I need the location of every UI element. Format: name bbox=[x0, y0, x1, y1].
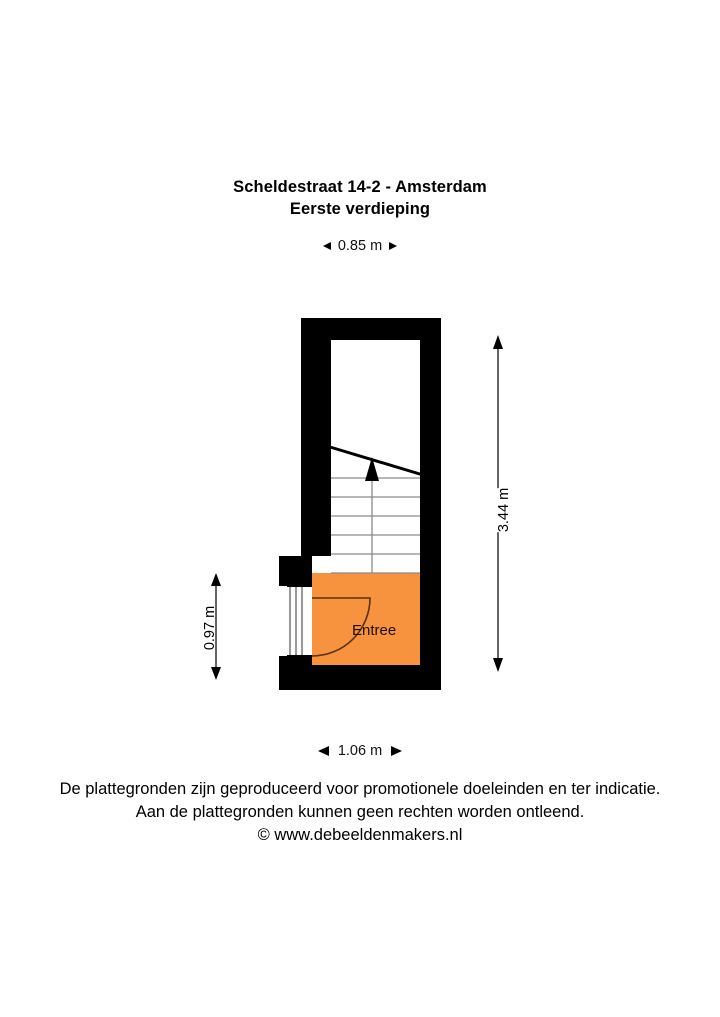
staircase bbox=[330, 447, 433, 573]
dimension-bottom bbox=[0, 743, 720, 760]
disclaimer-line-1: De plattegronden zijn geproduceerd voor promotionele doeleinden en ter indicatie. bbox=[59, 780, 661, 798]
dimension-top-label: 0.85 m bbox=[337, 238, 383, 254]
dimension-right-label: 3.44 m bbox=[496, 487, 512, 533]
dimension-right bbox=[492, 460, 516, 560]
arrow-right-icon bbox=[391, 746, 402, 756]
page-title: Scheldestraat 14-2 - Amsterdam bbox=[233, 178, 487, 196]
dimension-left bbox=[198, 583, 222, 673]
arrow-left-icon bbox=[318, 746, 329, 756]
page-subtitle: Eerste verdieping bbox=[289, 200, 431, 218]
room-label-entree: Entree bbox=[352, 622, 397, 639]
disclaimer-line-2: Aan de plattegronden kunnen geen rechten worden ontleend. bbox=[135, 803, 585, 821]
copyright-line: © www.debeeldenmakers.nl bbox=[257, 826, 463, 844]
disclaimer-footer bbox=[0, 778, 720, 847]
entry-door-opening bbox=[287, 586, 312, 656]
dimension-left-label: 0.97 m bbox=[202, 605, 218, 651]
dimension-bottom-label: 1.06 m bbox=[337, 743, 383, 759]
